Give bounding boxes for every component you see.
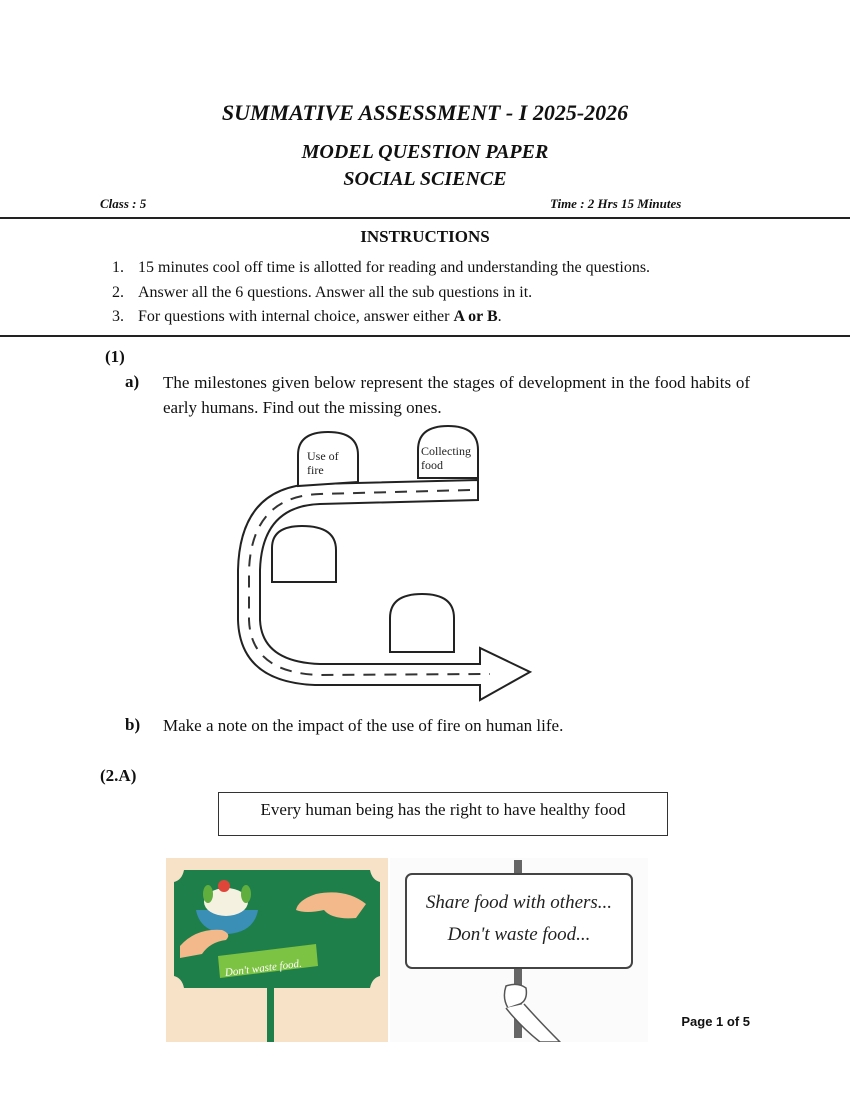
milestone-label: Use of — [307, 449, 339, 463]
instruction-text: For questions with internal choice, answer either — [138, 308, 454, 325]
road-shape — [238, 480, 530, 700]
instructions-heading: INSTRUCTIONS — [360, 227, 490, 246]
instruction-emphasis: A or B — [453, 308, 498, 325]
instruction-text: Answer all the 6 questions. Answer all the sub questions in it. — [138, 284, 533, 301]
poster-dont-waste-food — [166, 858, 388, 1042]
sub-question-label: b) — [125, 715, 141, 734]
subject-title: SOCIAL SCIENCE — [343, 168, 507, 190]
question-number: (1) — [105, 347, 125, 366]
question-text: Make a note on the impact of the use of fire on human life. — [163, 716, 564, 735]
milestone-road-diagram — [220, 420, 540, 710]
statement-box: Every human being has the right to have healthy food — [218, 792, 668, 836]
question-text: The milestones given below represent the stages of development in the food habits of early humans. Find out the missing ones. — [163, 373, 750, 417]
instructions-divider — [0, 335, 850, 337]
instruction-number: 3. — [112, 308, 124, 325]
poster-illustration — [166, 858, 388, 1042]
instruction-text-end: . — [497, 308, 502, 325]
poster-pole — [267, 988, 274, 1042]
milestone-use-of-fire — [298, 432, 358, 486]
sign-illustration — [390, 858, 648, 1042]
exam-title: SUMMATIVE ASSESSMENT - I 2025-2026 — [221, 100, 629, 125]
milestone-blank — [390, 594, 454, 652]
tomato — [218, 880, 230, 892]
milestone-collecting-food — [418, 426, 478, 478]
milestone-label: food — [421, 458, 443, 472]
instruction-text: 15 minutes cool off time is allotted for reading and understanding the questions. — [138, 259, 651, 276]
sign-line-1: Share food with others... — [425, 892, 613, 913]
sub-question-label: a) — [125, 372, 140, 391]
sign-share-food — [390, 858, 648, 1042]
milestone-label: fire — [307, 463, 324, 477]
sign-board — [406, 874, 632, 968]
class-label: Class : 5 — [100, 196, 147, 211]
page-number: Page 1 of 5 — [681, 1014, 750, 1029]
milestone-blank — [272, 526, 336, 582]
poster-text: Don't waste food. — [224, 957, 303, 980]
header-divider — [0, 217, 850, 219]
instruction-item — [112, 284, 532, 302]
instruction-number: 1. — [112, 259, 124, 276]
instruction-item — [112, 308, 502, 326]
sign-line-2: Don't waste food... — [447, 924, 591, 945]
instruction-item — [112, 259, 650, 277]
question-number: (2.A) — [100, 766, 137, 785]
instruction-number: 2. — [112, 284, 124, 301]
time-label: Time : 2 Hrs 15 Minutes — [550, 196, 682, 211]
paper-subtitle: MODEL QUESTION PAPER — [301, 141, 549, 163]
milestone-label: Collecting — [421, 444, 471, 458]
